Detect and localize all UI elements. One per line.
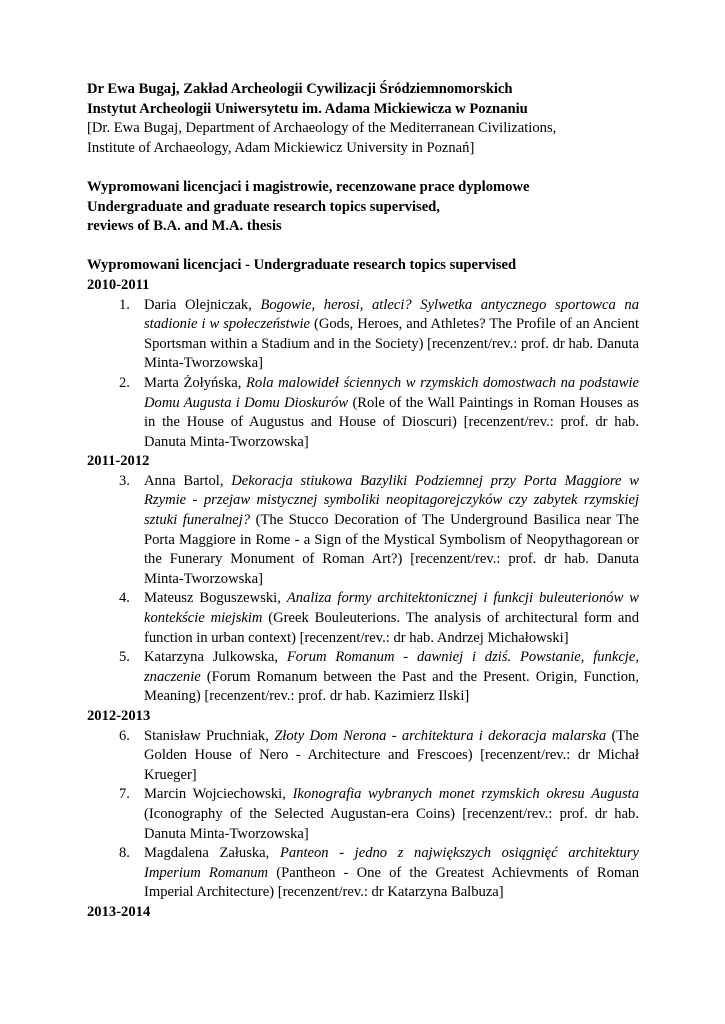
item-details: (Role of the Wall Paintings in Roman Houses as in the House of Augustus and House of Dioscuri) [recenzent/rev.: prof. dr hab. Danuta Minta-Tworzowska]	[144, 394, 639, 450]
list-item	[87, 374, 639, 452]
item-author: Marta Żołyńska,	[144, 374, 247, 391]
item-details: (Forum Romanum between the Past and the Present. Origin, Function, Meaning) [recenzent/rev.: prof. dr hab. Kazimierz Ilski]	[144, 668, 639, 705]
list-item	[87, 785, 639, 844]
list-item	[87, 648, 639, 707]
item-author: Marcin Wojciechowski,	[144, 786, 293, 803]
subsection-title: Wypromowani licencjaci - Undergraduate research topics supervised	[87, 257, 517, 274]
item-author: Stanisław Pruchniak,	[144, 727, 275, 744]
author-line-en: [Dr. Ewa Bugaj, Department of Archaeology of the Mediterranean Civilizations,	[87, 120, 557, 137]
item-author: Anna Bartol,	[144, 472, 232, 489]
thesis-list	[87, 296, 639, 453]
item-title: Panteon - jedno z największych osiągnięć architektury Imperium Romanum	[144, 845, 639, 881]
institute-line-pl: Instytut Archeologii Uniwersytetu im. Adama Mickiewicza w Poznaniu	[87, 100, 528, 117]
item-details: (Iconography of the Selected Augustan-era Coins) [recenzent/rev.: prof. dr hab. Danuta Minta-Tworzowska]	[144, 805, 639, 842]
item-number: 2.	[119, 374, 130, 391]
thesis-list	[87, 472, 639, 707]
item-title: Bogowie, herosi, atleci? Sylwetka antycznego sportowca na stadionie i w społeczeństwie	[144, 296, 640, 333]
item-title: Analiza formy architektonicznej i funkcji buleuterionów w kontekście miejskim	[144, 590, 640, 627]
item-details: (The Stucco Decoration of The Underground Basilica near The Porta Maggiore in Rome - a Sign of the Mystical Symbolism of Neopythagorean or the Funerary Monument of Roman Art?) [recenzent/rev.: prof. dr hab. Danuta Minta-Tworzowska]	[144, 512, 639, 587]
item-author: Katarzyna Julkowska,	[144, 649, 287, 666]
item-number: 4.	[119, 590, 130, 607]
item-author: Daria Olejniczak,	[144, 296, 261, 313]
thesis-list	[87, 727, 639, 903]
item-details: (The Golden House of Nero - Architecture and Frescoes) [recenzent/rev.: dr Michał Krueger]	[144, 727, 639, 783]
item-number: 3.	[119, 472, 130, 489]
section-title-pl: Wypromowani licencjaci i magistrowie, recenzowane prace dyplomowe	[87, 178, 530, 195]
year-heading: 2013-2014	[87, 903, 151, 920]
year-heading: 2012-2013	[87, 708, 151, 724]
item-title: Dekoracja stiukowa Bazyliki Podziemnej przy Porta Maggiore w Rzymie - przejaw mistycznej symboliki neopitagorejczyków czy zabytek rzymskiej sztuki funeralnej?	[144, 472, 639, 529]
list-item	[87, 472, 639, 590]
item-title: Złoty Dom Nerona - architektura i dekoracja malarska	[274, 727, 607, 744]
item-number: 8.	[119, 845, 130, 862]
item-author: Mateusz Boguszewski,	[144, 590, 287, 607]
item-number: 7.	[119, 786, 130, 803]
item-details: (Pantheon - One of the Greatest Achievments of Roman Imperial Architecture) [recenzent/rev.: dr Katarzyna Balbuza]	[144, 864, 639, 901]
item-number: 6.	[119, 727, 130, 744]
year-heading: 2010-2011	[87, 276, 150, 293]
list-item	[87, 296, 639, 374]
item-details: (Gods, Heroes, and Athletes? The Profile of an Ancient Sportsman within a Stadium and in the Society) [recenzent/rev.: prof. dr hab. Danuta Minta-Tworzowska]	[144, 316, 640, 372]
item-title: Ikonografia wybranych monet rzymskich okresu Augusta	[292, 786, 639, 803]
item-author: Magdalena Załuska,	[144, 845, 280, 862]
year-heading: 2011-2012	[87, 453, 150, 470]
author-line-pl: Dr Ewa Bugaj, Zakład Archeologii Cywilizacji Śródziemnomorskich	[87, 81, 513, 97]
document-page	[87, 80, 639, 923]
list-item	[87, 589, 639, 648]
item-title: Forum Romanum - dawniej i dziś. Powstanie, funkcje, znaczenie	[144, 649, 639, 685]
institute-line-en: Institute of Archaeology, Adam Mickiewicz University in Poznań]	[87, 139, 475, 156]
item-number: 5.	[119, 649, 130, 666]
section-title-en-2: reviews of B.A. and M.A. thesis	[87, 218, 282, 235]
list-item	[87, 844, 639, 903]
section-title-en: Undergraduate and graduate research topics supervised,	[87, 198, 440, 215]
list-item	[87, 727, 639, 786]
item-title: Rola malowideł ściennych w rzymskich domostwach na podstawie Domu Augusta i Domu Dioskurów	[144, 374, 639, 411]
item-details: (Greek Bouleuterions. The analysis of architectural form and function in urban context) [recenzent/rev.: dr hab. Andrzej Michałowski]	[144, 610, 639, 646]
item-number: 1.	[119, 296, 130, 313]
